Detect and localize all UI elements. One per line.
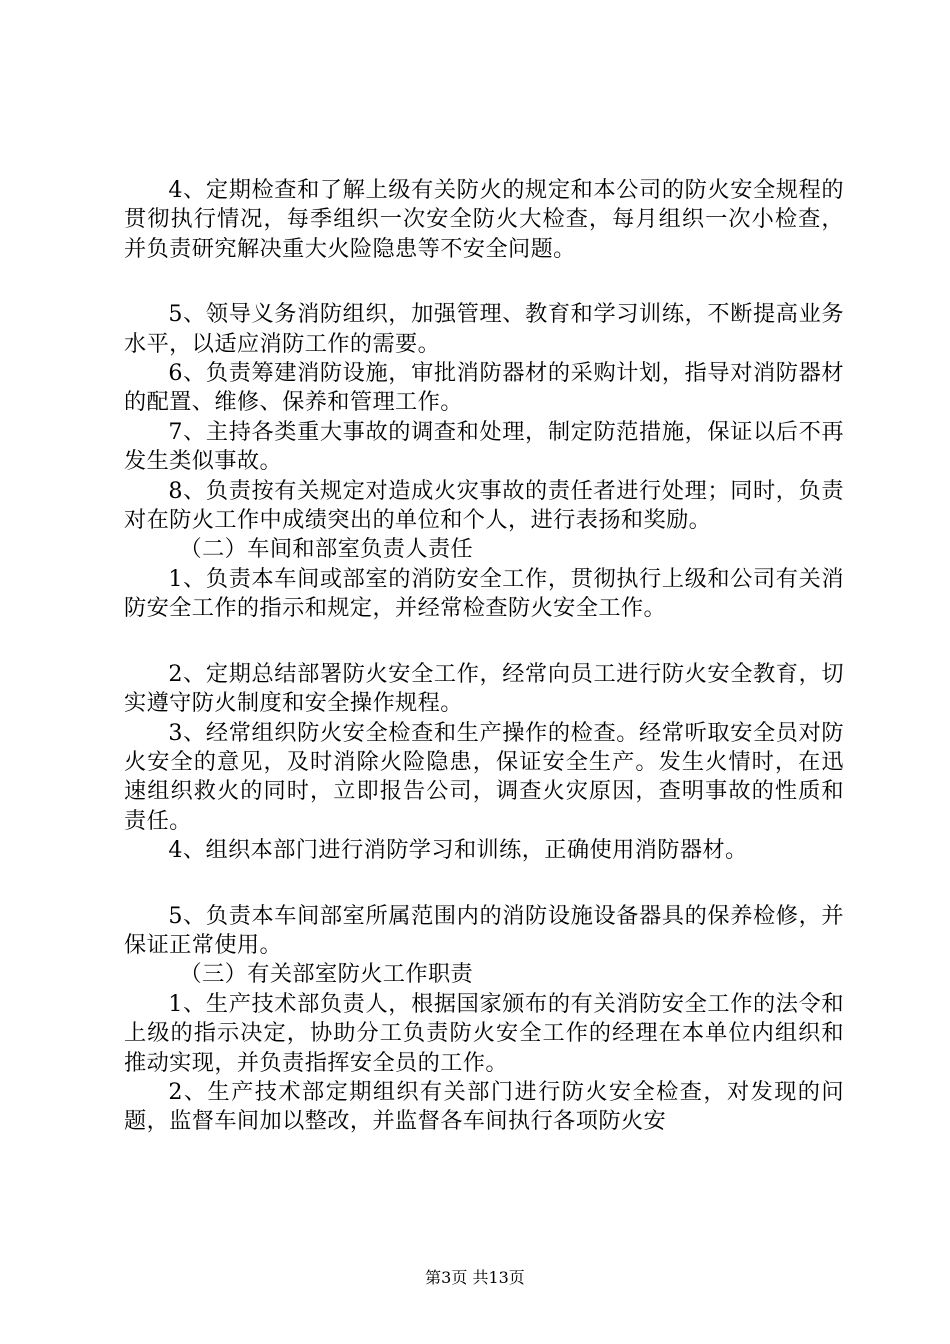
section-heading: （二）车间和部室负责人责任 — [179, 536, 474, 563]
page-footer: 第3页 共13页 — [425, 1268, 525, 1287]
body-paragraph: 4、定期检查和了解上级有关防火的规定和本公司的防火安全规程的贯彻执行情况，每季组织一次安全防火大检查，每月组织一次小检查，并负责研究解决重大火险隐患等不安全问题。 — [124, 177, 844, 262]
body-paragraph: 6、负责筹建消防设施，审批消防器材的采购计划，指导对消防器材的配置、维修、保养和管理工作。 — [124, 360, 844, 416]
body-paragraph: 4、组织本部门进行消防学习和训练，正确使用消防器材。 — [168, 837, 748, 864]
body-paragraph: 1、生产技术部负责人，根据国家颁布的有关消防安全工作的法令和上级的指示决定，协助分工负责防火安全工作的经理在本单位内组织和推动实现，并负责指挥安全员的工作。 — [124, 990, 844, 1076]
body-paragraph: 5、领导义务消防组织，加强管理、教育和学习训练，不断提高业务水平，以适应消防工作的需要。 — [124, 301, 844, 357]
body-paragraph: 1、负责本车间或部室的消防安全工作，贯彻执行上级和公司有关消防安全工作的指示和规定，并经常检查防火安全工作。 — [124, 565, 844, 622]
body-paragraph: 8、负责按有关规定对造成火灾事故的责任者进行处理；同时，负责对在防火工作中成绩突出的单位和个人，进行表扬和奖励。 — [124, 477, 844, 534]
document-body — [124, 176, 844, 1137]
body-paragraph: 2、定期总结部署防火安全工作，经常向员工进行防火安全教育，切实遵守防火制度和安全操作规程。 — [124, 660, 844, 717]
body-paragraph: 2、生产技术部定期组织有关部门进行防火安全检查，对发现的问题，监督车间加以整改，并监督各车间执行各项防火安 — [124, 1078, 844, 1135]
section-heading: （三）有关部室防火工作职责 — [179, 961, 474, 988]
body-paragraph: 3、经常组织防火安全检查和生产操作的检查。经常听取安全员对防火安全的意见，及时消除火险隐患，保证安全生产。发生火情时，在迅速组织救火的同时，立即报告公司，调查火灾原因，查明事故的性质和责任。 — [124, 719, 844, 834]
body-paragraph: 7、主持各类重大事故的调查和处理，制定防范措施，保证以后不再发生类似事故。 — [124, 418, 844, 475]
body-paragraph: 5、负责本车间部室所属范围内的消防设施设备器具的保养检修，并保证正常使用。 — [124, 902, 844, 958]
